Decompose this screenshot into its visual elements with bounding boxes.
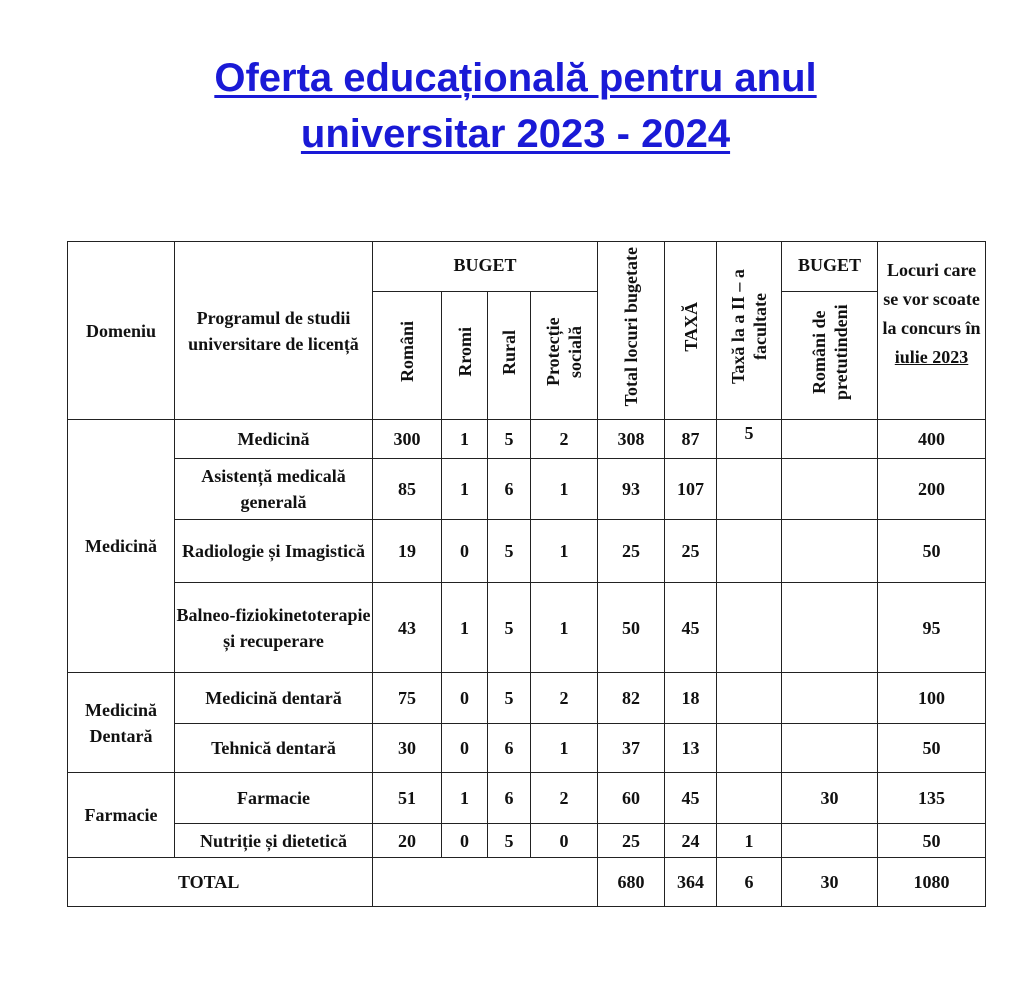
- protectie-cell: 2: [531, 773, 598, 824]
- rural-cell: 5: [488, 673, 531, 724]
- taxa-cell: 45: [665, 583, 717, 673]
- header-program: Programul de studii universitare de licență: [175, 242, 373, 420]
- total-locuri-cell: 1080: [878, 858, 986, 907]
- header-romani-pretutindeni-text: Români de pretutindeni: [808, 304, 851, 400]
- rromi-cell: 0: [442, 520, 488, 583]
- program-cell: Balneo-fiziokinetoterapie și recuperare: [175, 583, 373, 673]
- total-empty-cell: [373, 858, 598, 907]
- domain-cell: Medicină Dentară: [68, 673, 175, 773]
- romani-cell: 300: [373, 420, 442, 459]
- romani-cell: 19: [373, 520, 442, 583]
- romani-cell: 75: [373, 673, 442, 724]
- protectie-cell: 2: [531, 420, 598, 459]
- locuri-cell: 50: [878, 520, 986, 583]
- rural-cell: 5: [488, 583, 531, 673]
- table-row: [68, 520, 986, 583]
- pretutindeni-cell: 30: [782, 773, 878, 824]
- header-buget-2: BUGET: [782, 242, 878, 292]
- total-bugetate-cell: 680: [598, 858, 665, 907]
- romani-cell: 51: [373, 773, 442, 824]
- domain-cell: Medicină: [68, 420, 175, 673]
- rromi-cell: 1: [442, 583, 488, 673]
- total-cell: 50: [598, 583, 665, 673]
- locuri-cell: 200: [878, 459, 986, 520]
- rural-cell: 5: [488, 420, 531, 459]
- locuri-cell: 135: [878, 773, 986, 824]
- program-cell: Medicină dentară: [175, 673, 373, 724]
- header-rural-text: Rural: [499, 329, 519, 375]
- header-romani-text: Români: [397, 321, 417, 383]
- rromi-cell: 1: [442, 459, 488, 520]
- pretutindeni-cell: [782, 724, 878, 773]
- taxa2-cell: [717, 773, 782, 824]
- rromi-cell: 0: [442, 824, 488, 858]
- total-cell: 308: [598, 420, 665, 459]
- table-row: [68, 420, 986, 459]
- pretutindeni-cell: [782, 420, 878, 459]
- romani-cell: 20: [373, 824, 442, 858]
- taxa2-cell: [717, 724, 782, 773]
- romani-cell: 85: [373, 459, 442, 520]
- program-cell: Asistență medicală generală: [175, 459, 373, 520]
- taxa-cell: 87: [665, 420, 717, 459]
- taxa-cell: 18: [665, 673, 717, 724]
- pretutindeni-cell: [782, 673, 878, 724]
- pretutindeni-cell: [782, 824, 878, 858]
- protectie-cell: 0: [531, 824, 598, 858]
- protectie-cell: 1: [531, 583, 598, 673]
- table-row: [68, 459, 986, 520]
- protectie-cell: 1: [531, 724, 598, 773]
- table-row: [68, 583, 986, 673]
- rural-cell: 6: [488, 724, 531, 773]
- taxa-cell: 13: [665, 724, 717, 773]
- header-romani: [373, 292, 442, 420]
- taxa2-cell: [717, 520, 782, 583]
- program-cell: Radiologie și Imagistică: [175, 520, 373, 583]
- header-rromi: [442, 292, 488, 420]
- locuri-cell: 50: [878, 724, 986, 773]
- locuri-cell: 50: [878, 824, 986, 858]
- header-taxa-a-doua: [717, 242, 782, 420]
- header-row-1: [68, 242, 986, 292]
- header-rromi-text: Rromi: [454, 327, 475, 377]
- program-cell: Nutriție și dietetică: [175, 824, 373, 858]
- pretutindeni-cell: [782, 459, 878, 520]
- taxa-cell: 107: [665, 459, 717, 520]
- taxa-cell: 25: [665, 520, 717, 583]
- program-cell: Medicină: [175, 420, 373, 459]
- total-pretutindeni-cell: 30: [782, 858, 878, 907]
- header-locuri: [878, 242, 986, 420]
- header-domeniu: Domeniu: [68, 242, 175, 420]
- taxa2-cell: [717, 673, 782, 724]
- rromi-cell: 0: [442, 724, 488, 773]
- header-romani-pretutindeni: [782, 292, 878, 420]
- taxa-cell: 24: [665, 824, 717, 858]
- total-taxa-cell: 364: [665, 858, 717, 907]
- total-cell: 37: [598, 724, 665, 773]
- total-cell: 82: [598, 673, 665, 724]
- table-row: [68, 773, 986, 824]
- protectie-cell: 2: [531, 673, 598, 724]
- total-cell: 93: [598, 459, 665, 520]
- taxa-cell: 45: [665, 773, 717, 824]
- taxa2-cell: 1: [717, 824, 782, 858]
- header-taxa: [665, 242, 717, 420]
- pretutindeni-cell: [782, 583, 878, 673]
- locuri-cell: 400: [878, 420, 986, 459]
- program-cell: Tehnică dentară: [175, 724, 373, 773]
- header-buget: BUGET: [373, 242, 598, 292]
- taxa2-cell: [717, 583, 782, 673]
- table-row: [68, 824, 986, 858]
- rural-cell: 6: [488, 773, 531, 824]
- header-locuri-date: iulie 2023: [894, 347, 969, 367]
- rural-cell: 5: [488, 824, 531, 858]
- locuri-cell: 95: [878, 583, 986, 673]
- header-rural: [488, 292, 531, 420]
- total-cell: 25: [598, 520, 665, 583]
- locuri-cell: 100: [878, 673, 986, 724]
- rromi-cell: 1: [442, 773, 488, 824]
- title-line-1: Oferta educațională pentru anul: [214, 56, 817, 100]
- rromi-cell: 1: [442, 420, 488, 459]
- taxa2-cell: 5: [717, 420, 782, 459]
- romani-cell: 43: [373, 583, 442, 673]
- header-protectie: [531, 292, 598, 420]
- title-line-2: universitar 2023 - 2024: [300, 112, 731, 156]
- rural-cell: 5: [488, 520, 531, 583]
- total-taxa2-cell: 6: [717, 858, 782, 907]
- program-cell: Farmacie: [175, 773, 373, 824]
- page-title: [0, 50, 1031, 162]
- header-protectie-text: Protecție socială: [543, 317, 586, 387]
- total-cell: 25: [598, 824, 665, 858]
- offer-table: [67, 241, 986, 907]
- pretutindeni-cell: [782, 520, 878, 583]
- taxa2-cell: [717, 459, 782, 520]
- protectie-cell: 1: [531, 520, 598, 583]
- rural-cell: 6: [488, 459, 531, 520]
- domain-cell: Farmacie: [68, 773, 175, 858]
- header-total-bugetate-text: Total locuri bugetate: [621, 247, 642, 407]
- header-locuri-text: Locuri care se vor scoate la concurs în: [882, 260, 981, 338]
- rromi-cell: 0: [442, 673, 488, 724]
- header-taxa-text: TAXĂ: [680, 302, 701, 352]
- total-cell: 60: [598, 773, 665, 824]
- header-total-bugetate: [598, 242, 665, 420]
- protectie-cell: 1: [531, 459, 598, 520]
- table-row: [68, 673, 986, 724]
- header-taxa-a-doua-text: Taxă la a II – a facultate: [728, 269, 771, 385]
- romani-cell: 30: [373, 724, 442, 773]
- table-row: [68, 724, 986, 773]
- total-row: [68, 858, 986, 907]
- total-label: TOTAL: [68, 858, 373, 907]
